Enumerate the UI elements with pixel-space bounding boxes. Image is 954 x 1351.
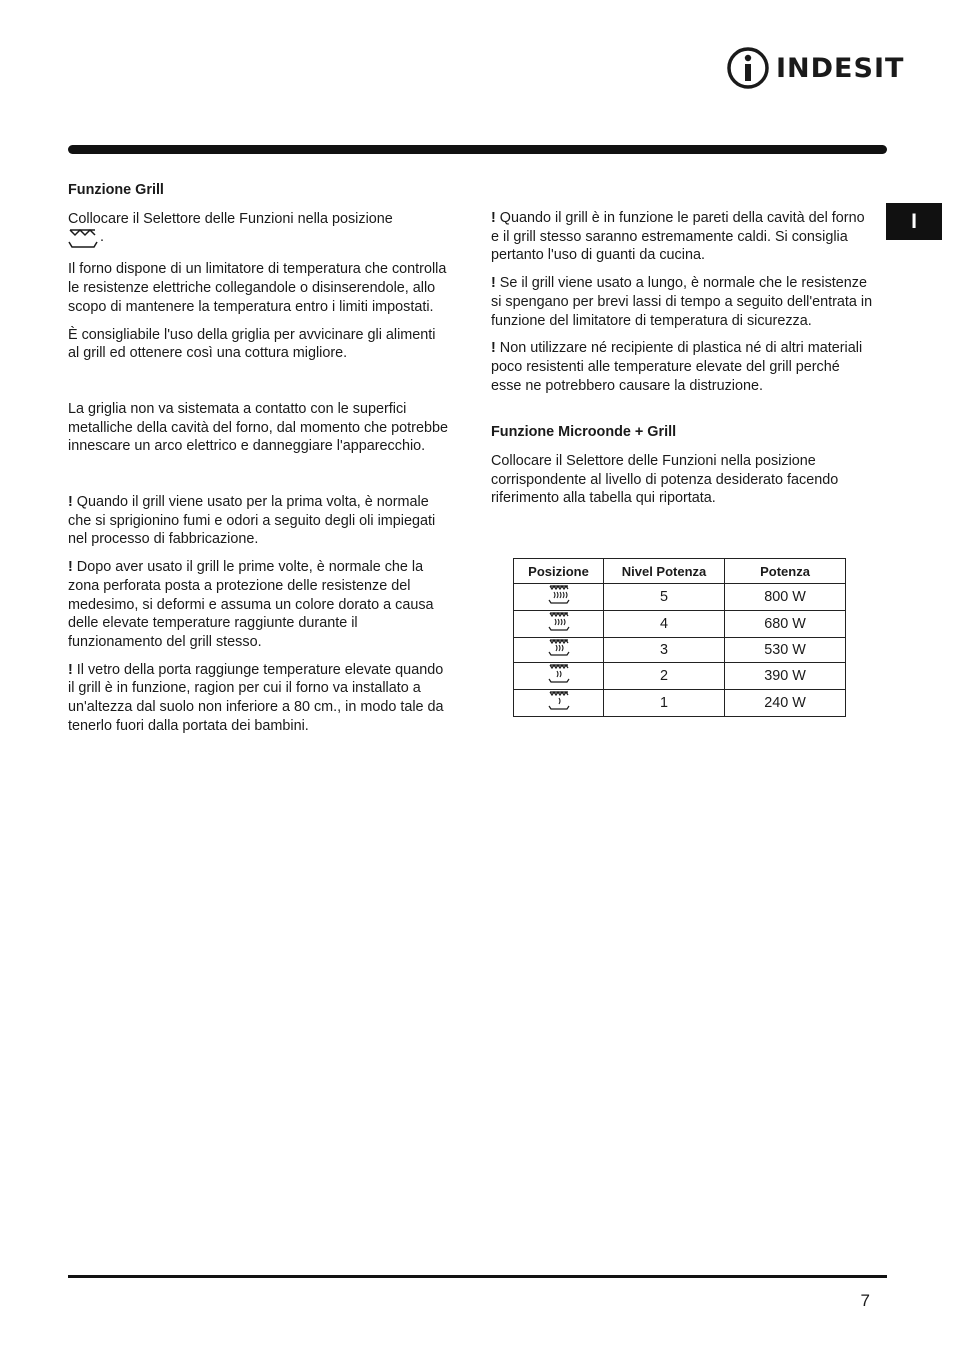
- table-row: [514, 690, 846, 717]
- right-warning-1-text: Quando il grill è in funzione le pareti della cavità del forno e il grill stesso saranno estremamente caldi. Si consiglia pertanto l'uso di guanti da cucina.: [491, 210, 865, 264]
- table-cell-level: 2: [604, 663, 725, 690]
- right-column: [491, 209, 873, 508]
- table-cell-icon: [514, 584, 604, 611]
- table-cell-power: 530 W: [725, 638, 846, 663]
- grill-paragraph-3: È consigliabile l'uso della griglia per avvicinare gli alimenti al grill ed ottenere così una cottura migliore.: [68, 326, 436, 362]
- warning-mark: !: [491, 210, 496, 226]
- table-header-level: Nivel Potenza: [604, 559, 725, 584]
- warning-mark: !: [68, 661, 73, 678]
- table-cell-icon: [514, 638, 604, 663]
- table-row: [514, 638, 846, 663]
- warning-mark: !: [68, 559, 73, 576]
- left-column: [68, 181, 450, 735]
- table-header-position: Posizione: [514, 559, 604, 584]
- warning-mark: !: [491, 340, 496, 357]
- grill-warning-2-text: Dopo aver usato il grill le prime volte, è normale che la zona perforata posta a protezione delle resistenze del medesimo, si deformi e assuma un colore dorato a causa delle elevate temperature raggiunte durante il funzionamento del grill stesso.: [68, 559, 434, 650]
- grill-paragraph-1: [68, 210, 450, 251]
- microwave-grill-paragraph: Collocare il Selettore delle Funzioni nella posizione corrispondente al livello di potenza desiderato facendo riferimento alla tabella qui riportata.: [491, 453, 839, 507]
- warning-mark: !: [491, 275, 496, 292]
- right-warning-3-text: Non utilizzare né recipiente di plastica né di altri materiali poco resistenti alle temperature elevate del grill perché esse ne potrebbero causare la distruzione.: [491, 340, 863, 394]
- table-cell-power: 240 W: [725, 690, 846, 717]
- table-cell-icon: [514, 690, 604, 717]
- table-row: [514, 663, 846, 690]
- warning-mark: !: [68, 494, 73, 511]
- table-cell-level: 5: [604, 584, 725, 611]
- power-table: [513, 558, 846, 717]
- language-tab: [886, 203, 942, 240]
- grill-paragraph-1-suffix: .: [100, 229, 104, 246]
- grill-warning-1-text: Quando il grill viene usato per la prima volta, è normale che si sprigionino fumi e odori a seguito degli oli impiegati nel processo di fabbricazione.: [68, 494, 436, 548]
- table-cell-level: 4: [604, 611, 725, 638]
- table-cell-power: 800 W: [725, 584, 846, 611]
- right-warning-2-text: Se il grill viene usato a lungo, è normale che le resistenze si spengano per brevi lassi di tempo a seguito dell'entrata in funzione del limitatore di temperatura di sicurezza.: [491, 275, 873, 329]
- grill-warning-3-text: Il vetro della porta raggiunge temperature elevate quando il grill è in funzione, ragion per cui il forno va installato a un'altezza dal suolo non inferiore a 80 cm., in modo tale da tenerlo fuori dalla portata dei bambini.: [68, 661, 444, 734]
- table-cell-icon: [514, 611, 604, 638]
- table-header-row: [514, 559, 846, 584]
- table-cell-icon: [514, 663, 604, 690]
- table-cell-level: 3: [604, 638, 725, 663]
- table-row: [514, 584, 846, 611]
- top-divider: [68, 145, 887, 154]
- grill-warning-2: [68, 558, 450, 652]
- grill-microwave-level-2-icon: [545, 663, 573, 685]
- grill-warning-1: [68, 493, 450, 549]
- table-header-power: Potenza: [725, 559, 846, 584]
- grill-heading: Funzione Grill: [68, 182, 164, 198]
- brand-name: INDESIT: [776, 52, 905, 84]
- indesit-logo-icon: [726, 46, 770, 90]
- table-cell-level: 1: [604, 690, 725, 717]
- grill-microwave-level-5-icon: [545, 584, 573, 606]
- table-row: [514, 611, 846, 638]
- page-number: 7: [860, 1291, 870, 1310]
- table-cell-power: 680 W: [725, 611, 846, 638]
- bottom-divider: [68, 1275, 887, 1278]
- microwave-grill-heading: Funzione Microonde + Grill: [491, 424, 677, 441]
- brand-logo: [726, 46, 904, 90]
- grill-paragraph-2: Il forno dispone di un limitatore di temperatura che controlla le resistenze elettriche collegandole o disinserendole, allo scopo di mantenere la temperatura entro i limiti impostati.: [68, 261, 447, 315]
- table-cell-power: 390 W: [725, 663, 846, 690]
- right-warning-3: [491, 339, 873, 395]
- grill-microwave-level-4-icon: [545, 611, 573, 633]
- right-warning-1: [491, 209, 873, 265]
- grill-symbol-icon: [68, 228, 100, 250]
- language-tab-label: I: [911, 209, 917, 233]
- grill-microwave-level-1-icon: [545, 690, 573, 712]
- right-warning-2: [491, 274, 873, 330]
- grill-paragraph-4: La griglia non va sistemata a contatto con le superfici metalliche della cavità del forno, dal momento che potrebbe innescare un arco elettrico e danneggiare l'apparecchio.: [68, 400, 448, 455]
- grill-paragraph-1-text: Collocare il Selettore delle Funzioni nella posizione: [68, 210, 393, 227]
- grill-microwave-level-3-icon: [545, 638, 573, 658]
- grill-warning-3: [68, 661, 450, 736]
